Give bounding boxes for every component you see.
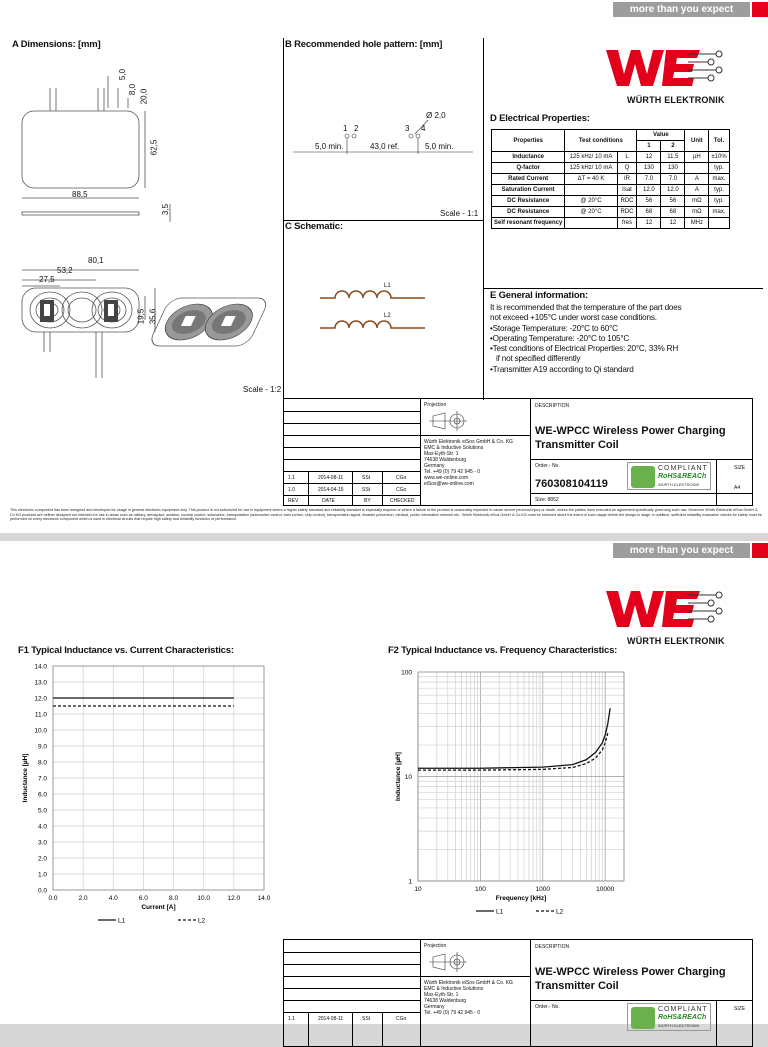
y-tick-label: 1 (408, 878, 412, 886)
hole-pattern-drawing (283, 110, 483, 160)
wurth-logo-icon (604, 44, 726, 94)
top-banner (0, 0, 768, 18)
info-line: It is recommended that the temperature of the part does (490, 303, 682, 312)
order-label: Order.- No. (535, 1004, 560, 1010)
size-value: A4 (734, 485, 741, 491)
date-cell: 2014-08-11 (318, 1016, 344, 1022)
table-cell-sym: Isat (617, 185, 637, 196)
y-tick-label: 9.0 (37, 743, 47, 751)
dim-label: 35,6 (148, 308, 158, 325)
dim-label: 53,2 (57, 266, 73, 275)
brand-name: WÜRTH ELEKTRONIK (627, 95, 725, 105)
by-cell: SSt (362, 487, 371, 493)
table-row (492, 218, 730, 229)
hole-dim: 43,0 ref. (370, 142, 400, 151)
section-title-general: E General information: (490, 290, 589, 301)
table-cell-v2: 56 (661, 196, 685, 207)
info-line: if not specified differently (496, 354, 581, 364)
table-cell-unit: A (685, 174, 709, 185)
col-header: Unit (685, 130, 709, 152)
size-label: SIZE (734, 1006, 746, 1012)
table-cell-v1: 7.0 (637, 174, 661, 185)
projection-label: Projection (424, 943, 447, 949)
table-row (492, 207, 730, 218)
x-axis-label: Current [A] (141, 904, 176, 911)
table-cell-unit: µH (685, 152, 709, 163)
table-cell-v1: 12.0 (637, 185, 661, 196)
checkmark-icon (631, 1007, 655, 1029)
info-line: not exceed +105°C under worst case conditions. (490, 313, 657, 323)
coil-label: L1 (384, 283, 391, 289)
product-title: WE-WPCC Wireless Power Charging Transmitter Coil (535, 425, 726, 451)
y-tick-label: 2.0 (37, 855, 47, 863)
table-cell-tol: ±10% (709, 152, 729, 163)
table-cell-v2: 7.0 (661, 174, 685, 185)
company-address: Würth Elektronik eiSos GmbH & Co. KG EMC & Inductive Solutions Max-Eyth-Str. 1 74638 Waldenburg Germany Tel. +49 (0) 79 42 945 - 0 (424, 980, 513, 1016)
table-cell-v2: 11.5 (661, 152, 685, 163)
table-cell-cond: @ 20°C (565, 207, 617, 218)
rev-cell: 1.1 (288, 1016, 295, 1022)
slogan: more than you expect (613, 2, 750, 17)
inductance-vs-frequency-chart (384, 656, 768, 926)
legend-label: L2 (198, 917, 206, 925)
order-number: 760308104119 (535, 478, 608, 490)
table-cell-prop: DC Resistance (492, 196, 565, 207)
table-row (492, 163, 730, 174)
table-cell-sym: L (617, 152, 637, 163)
x-tick-label: 2.0 (78, 895, 88, 902)
table-cell-tol (709, 218, 729, 229)
description-label: DESCRIPTION (535, 403, 570, 409)
y-axis-label: Inductance [µH] (395, 752, 402, 801)
rev-header: REV (288, 498, 299, 504)
table-cell-cond (565, 185, 617, 196)
table-cell-sym: RDC (617, 207, 637, 218)
dim-label: 20,0 (139, 88, 149, 105)
y-tick-label: 10.0 (34, 727, 47, 735)
rev-cell: 1.1 (288, 475, 295, 481)
checked-header: CHECKED (390, 498, 415, 504)
schematic-coils (315, 280, 435, 340)
table-cell-v2: 12.0 (661, 185, 685, 196)
table-cell-sym: IR (617, 174, 637, 185)
table-cell-cond: ΔT = 40 K (565, 174, 617, 185)
pin-label: 2 (354, 124, 359, 133)
info-line: •Storage Temperature: -20°C to 60°C (490, 323, 618, 333)
checked-cell: CGo (396, 1016, 407, 1022)
col-header: Value (637, 130, 685, 141)
rev-cell: 1.0 (288, 487, 295, 493)
info-line: •Transmitter A19 according to Qi standard (490, 364, 634, 374)
y-tick-label: 4.0 (37, 823, 47, 831)
table-cell-tol: typ. (709, 185, 729, 196)
table-cell-tol: max. (709, 174, 729, 185)
scale-label: Scale - 1:1 (440, 209, 479, 218)
scale-label: Scale - 1:2 (243, 385, 282, 394)
x-tick-label: 14.0 (257, 895, 271, 902)
dim-label: 27,5 (39, 275, 55, 284)
table-cell-prop: Saturation Current (492, 185, 565, 196)
table-cell-cond: 125 kHz/ 10 mA (565, 152, 617, 163)
table-cell-v1: 56 (637, 196, 661, 207)
x-tick-label: 12.0 (227, 895, 241, 902)
table-cell-tol: max. (709, 207, 729, 218)
table-cell-cond: 125 kHz/ 10 mA (565, 163, 617, 174)
table-cell-prop: DC Resistance (492, 207, 565, 218)
projection-icon (429, 951, 469, 973)
hole-dim: 5,0 min. (425, 142, 454, 151)
col-header: Test conditions (565, 130, 637, 152)
accent-block (752, 543, 768, 558)
table-cell-sym: RDC (617, 196, 637, 207)
coil-label: L2 (384, 313, 391, 319)
checked-cell: CGo (396, 487, 407, 493)
table-cell-sym: Q (617, 163, 637, 174)
series-line-L1 (418, 708, 610, 768)
table-row (492, 152, 730, 163)
y-axis-label: Inductance [µH] (22, 753, 29, 803)
brand-name: WÜRTH ELEKTRONIK (627, 636, 725, 646)
checkmark-icon (631, 466, 655, 488)
pin-label: 4 (421, 124, 426, 133)
projection-label: Projection (424, 402, 447, 408)
disclaimer-text: This electronic component has been designed and developed for usage in general electronic equipment only. This product is not authorized for use in equipment where a higher safety standard and reliability standard is especially required or where a failure of the product is reasonably expected to cause severe personal injury or death, unless the parties have executed an agreement specifically governing such use. Moreover Würth Elektronik eiSos GmbH & Co KG products are neither designed nor intended for use in areas such as military, aerospace, aviation, nuclear control, submarine, transportation (automotive control, train control, ship control), transportation signal, disaster prevention, medical, public information network etc.. Würth Elektronik eiSos GmbH & Co KG must be informed about the intent of such usage before the design-in stage. In addition, sufficient reliability evaluation checks for safety must be performed on every electronic component which is used in electrical circuits that require high safety and reliability functions or performance. (10, 508, 762, 521)
table-cell-unit (685, 163, 709, 174)
table-cell-unit: mΩ (685, 196, 709, 207)
section-title-dimensions: A Dimensions: [mm] (12, 39, 101, 50)
x-tick-label: 1000 (535, 886, 551, 893)
size-label: SIZE (734, 465, 746, 471)
table-cell-unit: MHz (685, 218, 709, 229)
datasheet-page-2 (0, 541, 768, 1028)
col-header: Tol. (709, 130, 729, 152)
slogan: more than you expect (613, 543, 750, 558)
hole-dim: 5,0 min. (315, 142, 344, 151)
dim-label: 19,5 (136, 308, 146, 325)
by-cell: SSt (362, 475, 371, 481)
y-tick-label: 0.0 (37, 887, 47, 895)
info-line: •Test conditions of Electrical Properties: 20°C, 33% RH (490, 344, 679, 354)
table-cell-tol: typ. (709, 163, 729, 174)
series-line-L2 (418, 733, 608, 770)
by-cell: SSt (362, 1016, 371, 1022)
dim-label: 88,5 (72, 190, 88, 199)
table-cell-prop: Rated Current (492, 174, 565, 185)
hole-diameter: Ø 2,0 (426, 111, 446, 120)
table-cell-prop: Q-factor (492, 163, 565, 174)
y-tick-label: 10 (404, 774, 412, 781)
divider (483, 288, 763, 289)
x-tick-label: 6.0 (138, 895, 148, 902)
x-tick-label: 8.0 (169, 895, 179, 902)
dim-label: 8,0 (128, 83, 138, 96)
col-header: Properties (492, 130, 565, 152)
y-tick-label: 7.0 (37, 775, 47, 783)
table-cell-prop: Inductance (492, 152, 565, 163)
electrical-properties-table (491, 129, 730, 229)
x-tick-label: 10.0 (197, 895, 211, 902)
section-title-hole-pattern: B Recommended hole pattern: [mm] (285, 39, 443, 50)
rohs-compliant-badge: COMPLIANT RoHS&REACh WÜRTH ELEKTRONIK (627, 1003, 711, 1031)
company-address: Würth Elektronik eiSos GmbH & Co. KG EMC & Inductive Solutions Max-Eyth-Str. 1 74638 Waldenburg Germany Tel. +49 (0) 79 42 945 - 0 www.we-online.com eiSos@we-online.com (424, 439, 513, 487)
table-cell-v2: 68 (661, 207, 685, 218)
wurth-logo-icon (604, 585, 726, 635)
chart-title-f2: F2 Typical Inductance vs. Frequency Characteristics: (388, 645, 618, 656)
table-cell-v1: 12 (637, 152, 661, 163)
table-cell-v1: 68 (637, 207, 661, 218)
date-cell: 2014-04-15 (318, 487, 344, 493)
section-title-schematic: C Schematic: (285, 221, 343, 232)
date-header: DATE (322, 498, 335, 504)
y-tick-label: 12.0 (34, 695, 47, 703)
col-header: 2 (661, 141, 685, 152)
y-tick-label: 5.0 (37, 807, 47, 815)
info-line: •Operating Temperature: -20°C to 105°C (490, 333, 630, 343)
x-tick-label: 0.0 (48, 895, 58, 902)
projection-icon (429, 410, 469, 432)
date-cell: 2014-08-11 (318, 475, 344, 481)
x-axis-label: Frequency [kHz] (495, 895, 547, 902)
accent-block (752, 2, 768, 17)
chart-title-f1: F1 Typical Inductance vs. Current Characteristics: (18, 645, 234, 656)
divider (483, 38, 484, 400)
description-label: DESCRIPTION (535, 944, 570, 950)
pin-label: 3 (405, 124, 410, 133)
table-cell-tol: typ. (709, 196, 729, 207)
table-row (492, 174, 730, 185)
legend-label: L2 (556, 908, 564, 916)
dim-label: 62,5 (149, 139, 159, 156)
rohs-compliant-badge: COMPLIANT RoHS&REACh WÜRTH ELEKTRONIK (627, 462, 711, 490)
x-tick-label: 10 (414, 886, 422, 893)
table-cell-unit: A (685, 185, 709, 196)
pin-label: 1 (343, 124, 348, 133)
x-tick-label: 100 (474, 886, 486, 893)
y-tick-label: 8.0 (37, 759, 47, 767)
table-cell-cond (565, 218, 617, 229)
table-row (492, 196, 730, 207)
y-tick-label: 13.0 (34, 679, 47, 687)
dimensions-drawing (0, 58, 283, 398)
table-cell-v1: 130 (637, 163, 661, 174)
size-line: Size: 8852 (535, 497, 559, 503)
inductance-vs-current-chart (0, 656, 384, 926)
dim-label: 3,5 (161, 203, 171, 216)
y-tick-label: 6.0 (37, 791, 47, 799)
title-block (283, 398, 753, 506)
checked-cell: CGo (396, 475, 407, 481)
table-cell-v2: 12 (661, 218, 685, 229)
order-label: Order.- No. (535, 463, 560, 469)
x-tick-label: 10000 (596, 886, 615, 893)
legend-label: L1 (118, 917, 126, 925)
table-cell-cond: @ 20°C (565, 196, 617, 207)
by-header: BY (364, 498, 371, 504)
electrical-rows (492, 152, 730, 229)
section-title-electrical: D Electrical Properties: (490, 113, 590, 124)
x-tick-label: 4.0 (108, 895, 118, 902)
divider (283, 38, 284, 400)
table-cell-v1: 12 (637, 218, 661, 229)
table-cell-unit: mΩ (685, 207, 709, 218)
table-cell-v2: 130 (661, 163, 685, 174)
table-cell-prop: Self resonant frequency (492, 218, 565, 229)
top-banner (0, 541, 768, 559)
y-tick-label: 100 (401, 669, 412, 677)
col-header: 1 (637, 141, 661, 152)
title-block (283, 939, 753, 1047)
dim-label: 80,1 (88, 256, 104, 265)
general-information (490, 303, 760, 375)
table-row (492, 185, 730, 196)
y-tick-label: 1.0 (37, 871, 47, 879)
y-tick-label: 14.0 (34, 663, 47, 671)
table-cell-sym: fres (617, 218, 637, 229)
y-tick-label: 3.0 (37, 839, 47, 847)
legend-label: L1 (496, 908, 504, 916)
y-tick-label: 11.0 (34, 711, 47, 719)
product-title: WE-WPCC Wireless Power Charging Transmitter Coil (535, 966, 726, 992)
dim-label: 5,0 (118, 68, 128, 81)
